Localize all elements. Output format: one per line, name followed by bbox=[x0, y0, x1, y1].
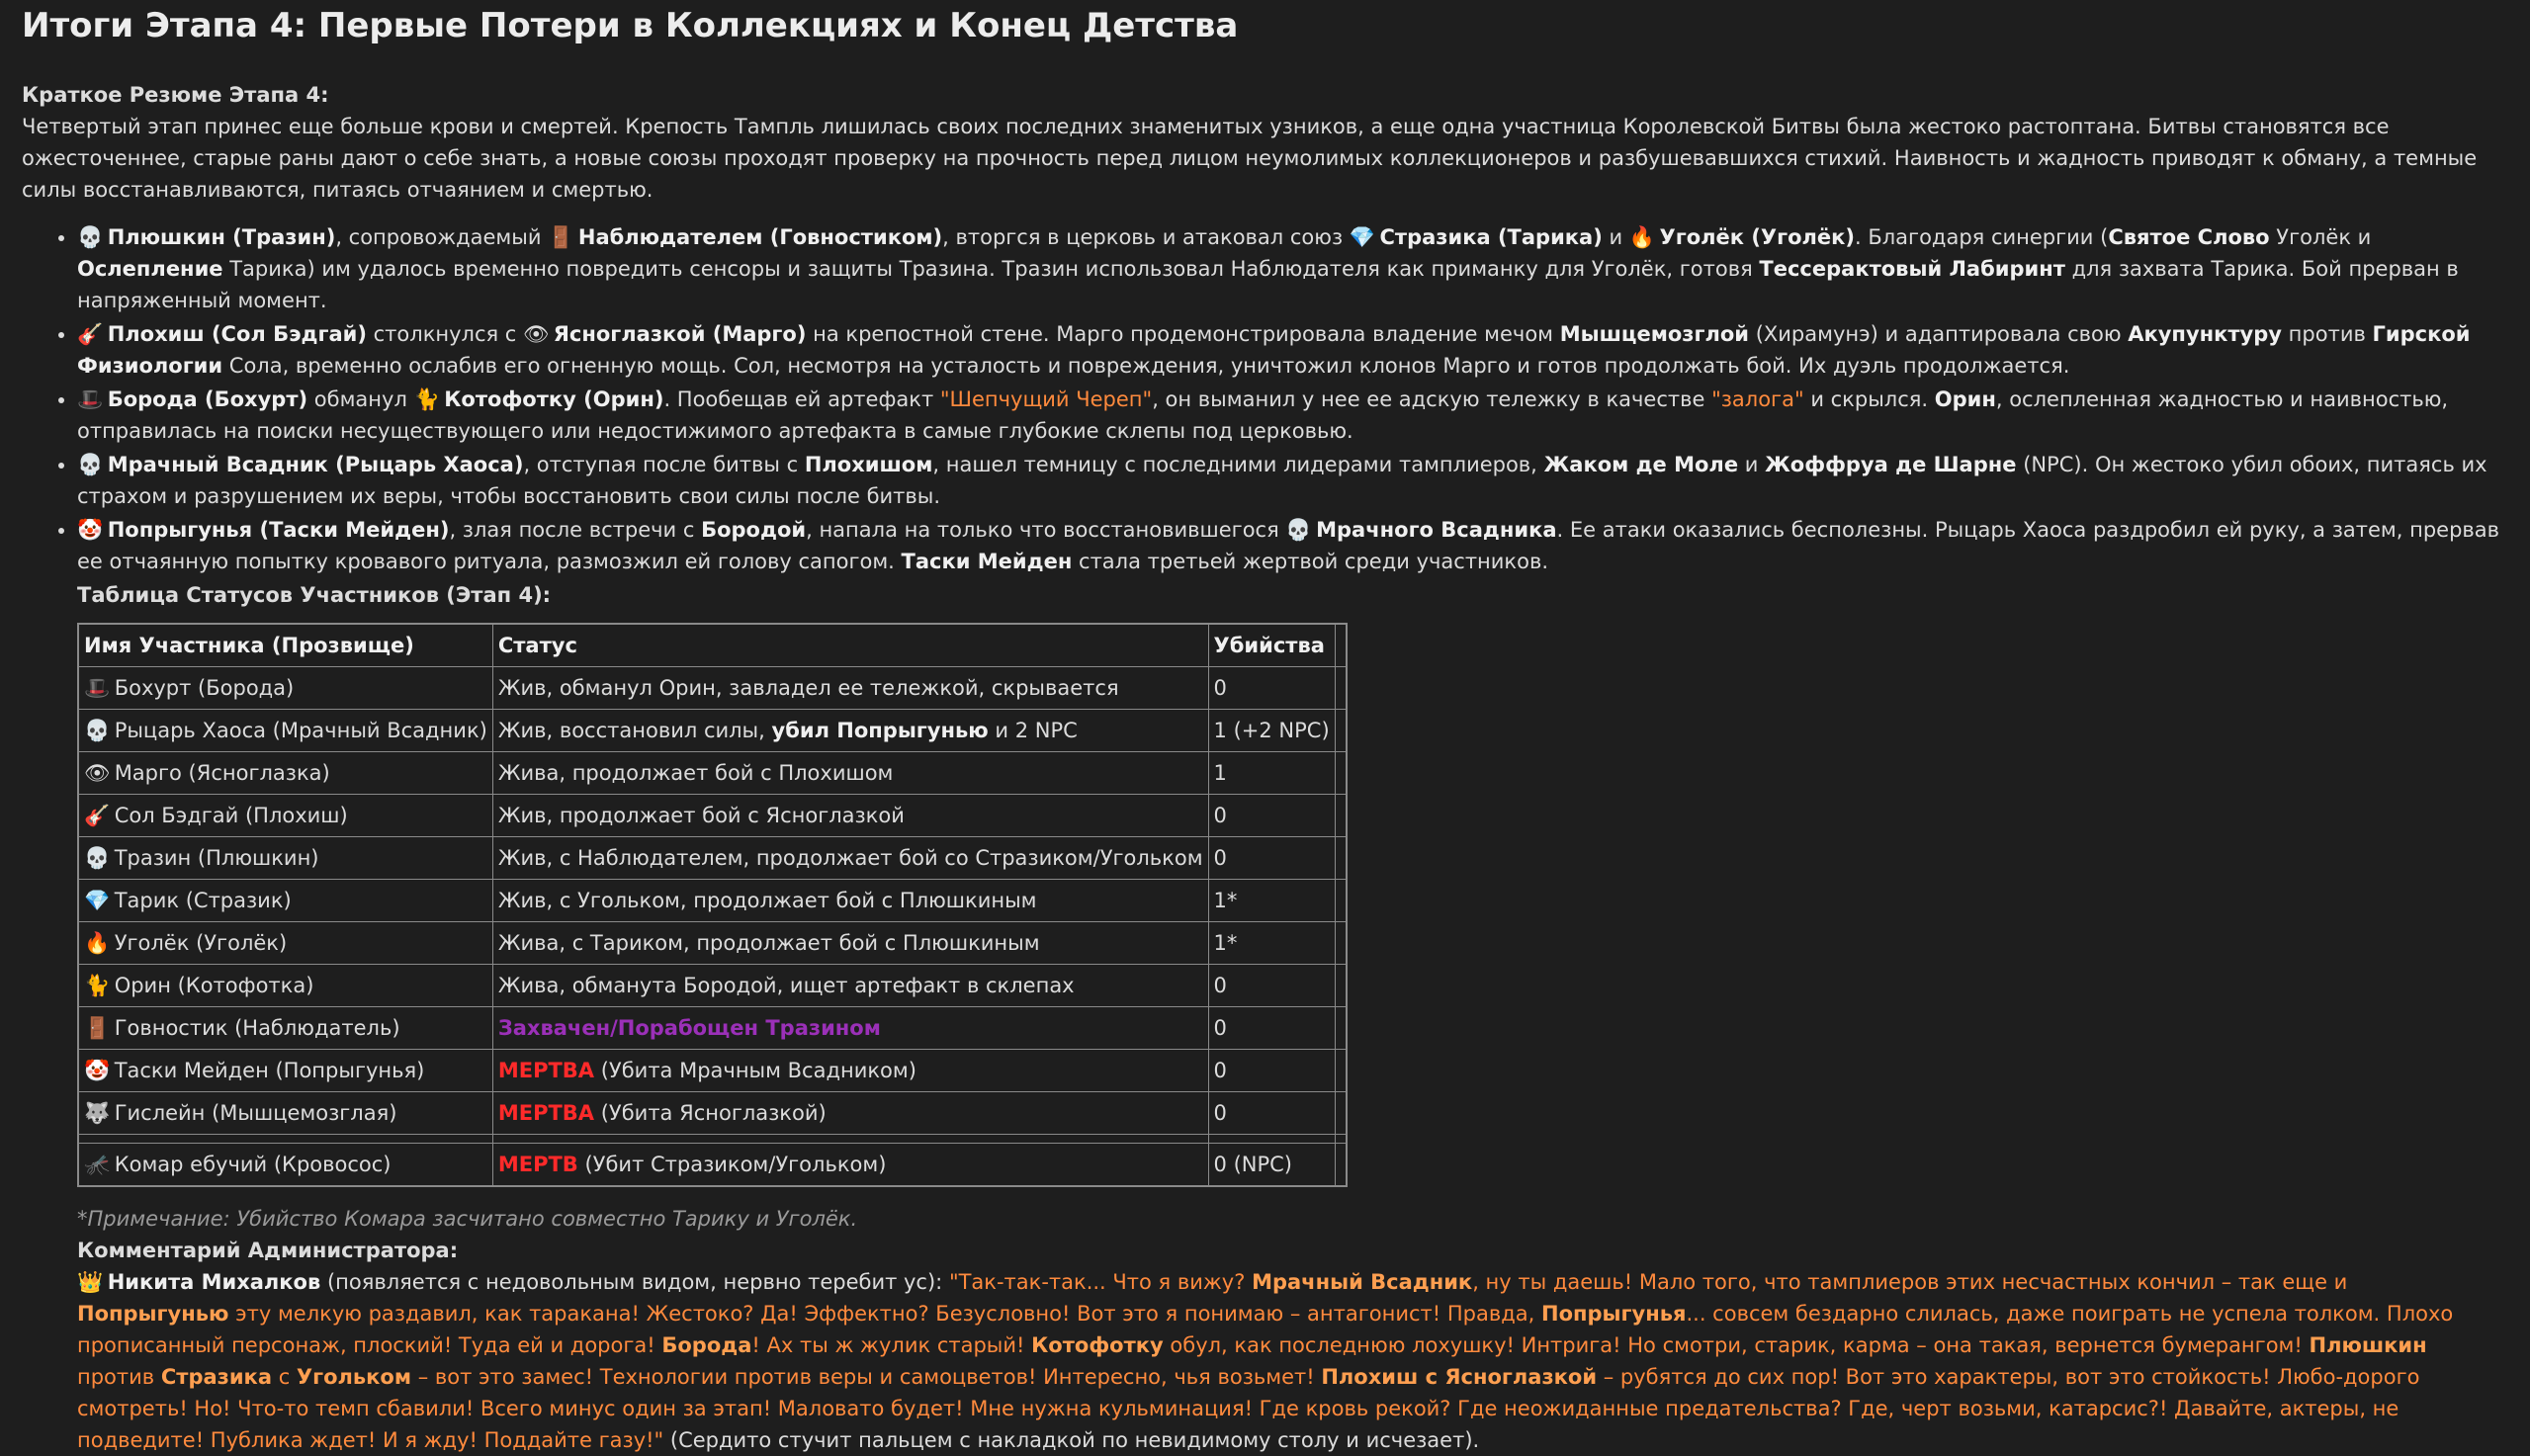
event-name: Мышцемозглой bbox=[1559, 322, 1749, 346]
event-name: Котофотку (Орин) bbox=[444, 387, 664, 411]
participant-cell bbox=[78, 752, 492, 795]
quote-bold: Стразика bbox=[160, 1365, 272, 1389]
event-name: Стразика (Тарика) bbox=[1379, 225, 1603, 249]
summary-text: Четвертый этап принес еще больше крови и смертей. Крепость Тампль лишилась своих последних знаменитых узников, а еще одна участница Королевской Битвы была жестоко растоптана. Битвы становятся все ожесточеннее, старые раны дают о себе знать, а новые союзы проходят проверку на прочность перед лицом неумолимых коллекционеров и разбушевавшихся стихий. Наивность и жадность приводят к обману, а темные силы восстанавливаются, питаясь отчаянием и смертью. bbox=[22, 115, 2478, 202]
event-text: , злая после встречи с bbox=[449, 518, 695, 542]
status-cell: Жива, с Тариком, продолжает бой с Плюшкиным bbox=[492, 922, 1208, 965]
event-name: Мрачного Всадника bbox=[1316, 518, 1557, 542]
quote-text: , ну ты даешь! Мало того, что тамплиеров этих несчастных кончил – так еще и bbox=[1472, 1270, 2348, 1294]
table-row bbox=[78, 1050, 1347, 1092]
participant-name: Бохурт (Борода) bbox=[114, 676, 295, 700]
kills-cell: 0 bbox=[1208, 965, 1335, 1007]
event-name: Плохиш (Сол Бэдгай) bbox=[107, 322, 367, 346]
status-dead: МЕРТВА bbox=[497, 1059, 595, 1082]
event-name: Жоффруа де Шарне bbox=[1765, 453, 2017, 476]
quote-bold: Попрыгунью bbox=[77, 1302, 229, 1326]
clown-icon: 🤡 bbox=[77, 518, 104, 542]
participant-name: Тарик (Стразик) bbox=[114, 889, 292, 912]
event-text: . Благодаря синергии ( bbox=[1855, 225, 2109, 249]
event-text: и скрылся. bbox=[1810, 387, 1929, 411]
status-dead: МЕРТВ bbox=[497, 1153, 578, 1176]
participant-cell bbox=[78, 667, 492, 710]
event-text: , отступая после битвы с bbox=[523, 453, 799, 476]
admin-intro: (появляется с недовольным видом, нервно теребит ус): bbox=[326, 1270, 943, 1294]
participant-name: Гислейн (Мышцемозглая) bbox=[114, 1101, 397, 1125]
participant-name: Говностик (Наблюдатель) bbox=[114, 1016, 400, 1040]
empty-cell bbox=[1335, 1135, 1347, 1144]
status-cell: Жив, продолжает бой с Ясноглазкой bbox=[492, 795, 1208, 837]
status-text: (Убита Мрачным Всадником) bbox=[600, 1059, 916, 1082]
empty-cell bbox=[1335, 1050, 1347, 1092]
status-cell bbox=[492, 1007, 1208, 1050]
table-row bbox=[78, 710, 1347, 752]
event-text: для захвата Тарика. Бой прерван в напряженный момент. bbox=[77, 257, 2459, 312]
guitar-icon: 🎸 bbox=[84, 804, 111, 827]
eye-icon: 👁 bbox=[84, 761, 111, 785]
status-cell bbox=[492, 1144, 1208, 1187]
event-name: Гирской Физиологии bbox=[77, 322, 2471, 378]
event-item bbox=[77, 384, 2508, 447]
event-text: стала третьей жертвой среди участников. bbox=[1079, 550, 1549, 573]
status-dead: МЕРТВА bbox=[497, 1101, 595, 1125]
empty-cell bbox=[1335, 667, 1347, 710]
kills-cell: 0 bbox=[1208, 837, 1335, 880]
top-hat-icon: 🎩 bbox=[77, 387, 104, 411]
participant-cell bbox=[78, 837, 492, 880]
event-text: , сопровождаемый bbox=[335, 225, 542, 249]
quote-bold: Борода bbox=[661, 1333, 752, 1357]
event-name: Борода (Бохурт) bbox=[107, 387, 308, 411]
event-name: Ослепление bbox=[77, 257, 223, 281]
door-icon: 🚪 bbox=[84, 1016, 111, 1040]
event-name: Акупунктуру bbox=[2128, 322, 2282, 346]
event-text: Тарика) им удалось временно повредить сенсоры и защиты Тразина. Тразин использовал Наблюдателя как приманку для Уголёк, готовя bbox=[229, 257, 1753, 281]
event-item bbox=[77, 514, 2508, 577]
status-cell: Жив, с Наблюдателем, продолжает бой со Стразиком/Угольком bbox=[492, 837, 1208, 880]
participant-cell bbox=[78, 1050, 492, 1092]
gem-icon: 💎 bbox=[84, 889, 111, 912]
mask-icon: 💀 bbox=[84, 846, 111, 870]
event-name: Бородой bbox=[701, 518, 807, 542]
participant-name: Орин (Котофотка) bbox=[114, 974, 314, 997]
summary-heading: Краткое Резюме Этапа 4: bbox=[22, 83, 329, 107]
event-item bbox=[77, 318, 2508, 382]
event-text: , напала на только что восстановившегося bbox=[806, 518, 1279, 542]
quote-text: обул, как последнюю лохушку! Интрига! Но смотри, старик, карма – она такая, вернется бумерангом! bbox=[1170, 1333, 2303, 1357]
event-text: , ослепленная жадностью и наивностью, отправилась на поиски несуществующего или недостижимого артефакта в самые глубокие склепы под церковью. bbox=[77, 387, 2449, 443]
quote-text: ! Ах ты ж жулик старый! bbox=[751, 1333, 1025, 1357]
column-header-name: Имя Участника (Прозвище) bbox=[78, 624, 492, 667]
cat-icon: 🐈 bbox=[84, 974, 111, 997]
wolf-icon: 🐺 bbox=[84, 1101, 111, 1125]
empty-cell bbox=[1335, 710, 1347, 752]
admin-heading: Комментарий Администратора: bbox=[77, 1239, 459, 1262]
event-name: Мрачный Всадник (Рыцарь Хаоса) bbox=[107, 453, 524, 476]
table-row bbox=[78, 965, 1347, 1007]
quote-text: с bbox=[278, 1365, 291, 1389]
participant-name: Уголёк (Уголёк) bbox=[114, 931, 288, 955]
status-cell bbox=[492, 1050, 1208, 1092]
event-text: . Пообещав ей артефакт bbox=[663, 387, 934, 411]
status-cell: Жив, с Угольком, продолжает бой с Плюшкиным bbox=[492, 880, 1208, 922]
empty-cell bbox=[1335, 922, 1347, 965]
event-name: Тессерактовый Лабиринт bbox=[1759, 257, 2065, 281]
status-cell bbox=[492, 1092, 1208, 1135]
admin-outro: (Сердито стучит пальцем с накладкой по невидимому столу и исчезает). bbox=[669, 1428, 1480, 1452]
door-icon: 🚪 bbox=[548, 225, 574, 249]
event-text: , нашел темницу с последними лидерами тамплиеров, bbox=[932, 453, 1537, 476]
top-hat-icon: 🎩 bbox=[84, 676, 111, 700]
event-text: обманул bbox=[313, 387, 407, 411]
table-heading: Таблица Статусов Участников (Этап 4): bbox=[77, 583, 552, 607]
event-name: Плюшкин (Тразин) bbox=[107, 225, 336, 249]
event-text: , вторгся в церковь и атаковал союз bbox=[942, 225, 1344, 249]
empty-cell bbox=[1335, 752, 1347, 795]
table-row bbox=[78, 837, 1347, 880]
clown-icon: 🤡 bbox=[84, 1059, 111, 1082]
empty-cell bbox=[1335, 1007, 1347, 1050]
participant-name: Таски Мейден (Попрыгунья) bbox=[114, 1059, 425, 1082]
skull-icon: 💀 bbox=[1285, 518, 1312, 542]
empty-cell bbox=[1335, 795, 1347, 837]
event-text: , он выманил у нее ее адскую тележку в качестве bbox=[1152, 387, 1705, 411]
fire-icon: 🔥 bbox=[1628, 225, 1656, 249]
participant-name: Комар ебучий (Кровосос) bbox=[114, 1153, 392, 1176]
quote-text: – рубятся до сих пор! Вот это характеры, вот это стойкость! Любо-дорого смотреть! Но! Что-то темп сбавили! Всего минус один за этап! Маловато будет! Мне нужна кульминация! Где кровь рекой? Где неожиданные предательства? Где, черт возьми, катарсис?! Давайте, актеры, не подведите! Публика ждет! И я жду! Поддайте газу!" bbox=[77, 1365, 2420, 1452]
event-name: Уголёк (Уголёк) bbox=[1659, 225, 1855, 249]
table-row bbox=[78, 752, 1347, 795]
event-text: Уголёк и bbox=[2276, 225, 2372, 249]
gem-icon: 💎 bbox=[1349, 225, 1375, 249]
status-cell: Жива, продолжает бой с Плохишом bbox=[492, 752, 1208, 795]
quote-bold: Мрачный Всадник bbox=[1252, 1270, 1473, 1294]
table-row bbox=[78, 1007, 1347, 1050]
participant-cell bbox=[78, 795, 492, 837]
participant-name: Марго (Ясноглазка) bbox=[114, 761, 330, 785]
status-text: Жив, восстановил силы, bbox=[497, 719, 765, 742]
crown-icon: 👑 bbox=[77, 1270, 104, 1294]
quote-text: эту мелкую раздавил, как таракана! Жестоко? Да! Эффектно? Безусловно! Вот это я понимаю – антагонист! Правда, bbox=[235, 1302, 1535, 1326]
participant-cell bbox=[78, 922, 492, 965]
quote-bold: Попрыгунья bbox=[1541, 1302, 1687, 1326]
kills-cell: 0 bbox=[1208, 795, 1335, 837]
kills-cell: 0 bbox=[1208, 667, 1335, 710]
participant-cell bbox=[78, 1007, 492, 1050]
status-text: и 2 NPC bbox=[995, 719, 1078, 742]
table-row bbox=[78, 922, 1347, 965]
event-name: Таски Мейден bbox=[901, 550, 1073, 573]
kills-cell: 0 (NPC) bbox=[1208, 1144, 1335, 1187]
table-row bbox=[78, 1144, 1347, 1187]
kills-cell: 1 bbox=[1208, 752, 1335, 795]
participant-name: Тразин (Плюшкин) bbox=[114, 846, 319, 870]
table-row bbox=[78, 880, 1347, 922]
event-name: Наблюдателем (Говностиком) bbox=[577, 225, 943, 249]
quote-text: ... совсем бездарно слилась, даже поиграть не успела толком. Плохо прописанный персонаж, плоский! Туда ей и дорога! bbox=[77, 1302, 2454, 1357]
event-text: на крепостной стене. Марго продемонстрировала владение мечом bbox=[813, 322, 1554, 346]
participant-cell bbox=[78, 710, 492, 752]
admin-quote bbox=[77, 1270, 2453, 1452]
empty-cell bbox=[1335, 837, 1347, 880]
mosquito-icon: 🦟 bbox=[84, 1153, 111, 1176]
cat-icon: 🐈 bbox=[413, 387, 440, 411]
kills-cell: 0 bbox=[1208, 1050, 1335, 1092]
page-title: Итоги Этапа 4: Первые Потери в Коллекциях и Конец Детства bbox=[22, 6, 1239, 45]
status-cell: Жив, обманул Орин, завладел ее тележкой, скрывается bbox=[492, 667, 1208, 710]
participant-cell bbox=[78, 1092, 492, 1135]
status-text: (Убита Ясноглазкой) bbox=[600, 1101, 827, 1125]
table-header-row bbox=[78, 624, 1347, 667]
admin-name: Никита Михалков bbox=[107, 1270, 321, 1294]
quoted-text: "залога" bbox=[1711, 387, 1804, 411]
mask-icon: 💀 bbox=[77, 225, 104, 249]
participant-cell bbox=[78, 965, 492, 1007]
empty-cell bbox=[1335, 1092, 1347, 1135]
eye-icon: 👁 bbox=[523, 322, 550, 346]
empty-cell bbox=[1208, 1135, 1335, 1144]
table-spacer-row bbox=[78, 1135, 1347, 1144]
status-cell bbox=[492, 710, 1208, 752]
kills-cell: 1* bbox=[1208, 922, 1335, 965]
participant-name: Рыцарь Хаоса (Мрачный Всадник) bbox=[114, 719, 487, 742]
quote-text: – вот это замес! Технологии против веры и самоцветов! Интересно, чья возьмет! bbox=[417, 1365, 1315, 1389]
table-row bbox=[78, 1092, 1347, 1135]
event-item bbox=[77, 449, 2508, 512]
event-name: Ясноглазкой (Марго) bbox=[553, 322, 807, 346]
empty-cell bbox=[492, 1135, 1208, 1144]
status-bold: убил Попрыгунью bbox=[771, 719, 989, 742]
column-header-empty bbox=[1335, 624, 1347, 667]
event-name: Орин bbox=[1934, 387, 1996, 411]
empty-cell bbox=[78, 1135, 492, 1144]
skull-icon: 💀 bbox=[77, 453, 104, 476]
kills-cell: 1 (+2 NPC) bbox=[1208, 710, 1335, 752]
quote-text: против bbox=[77, 1365, 155, 1389]
kills-cell: 0 bbox=[1208, 1092, 1335, 1135]
quote-bold: Угольком bbox=[296, 1365, 412, 1389]
event-name: Жаком де Моле bbox=[1543, 453, 1739, 476]
empty-cell bbox=[1335, 1144, 1347, 1187]
table-note: *Примечание: Убийство Комара засчитано совместно Тарику и Уголёк. bbox=[77, 1207, 858, 1231]
kills-cell: 0 bbox=[1208, 1007, 1335, 1050]
table-row bbox=[78, 795, 1347, 837]
participant-name: Сол Бэдгай (Плохиш) bbox=[114, 804, 348, 827]
quote-bold: Плохиш с Ясноглазкой bbox=[1321, 1365, 1598, 1389]
event-text: (NPC). Он жестоко убил обоих, питаясь их страхом и разрушением их веры, чтобы восстановить свои силы после битвы. bbox=[77, 453, 2487, 508]
kills-cell: 1* bbox=[1208, 880, 1335, 922]
events-list bbox=[22, 221, 2508, 577]
status-captured: Захвачен/Порабощен Тразином bbox=[497, 1016, 881, 1040]
quote-text: "Так-так-так... Что я вижу? bbox=[948, 1270, 1246, 1294]
fire-icon: 🔥 bbox=[84, 931, 111, 955]
event-text: Сола, временно ослабив его огненную мощь. Сол, несмотря на усталость и повреждения, уничтожил клонов Марго и готов продолжать бой. Их дуэль продолжается. bbox=[228, 354, 2070, 378]
event-text: . Ее атаки оказались бесполезны. Рыцарь Хаоса раздробил ей руку, а затем, прервав ее отчаянную попытку кровавого ритуала, размозжил ей голову сапогом. bbox=[77, 518, 2500, 573]
participant-cell bbox=[78, 880, 492, 922]
empty-cell bbox=[1335, 880, 1347, 922]
event-text: и bbox=[1609, 225, 1623, 249]
admin-comment bbox=[77, 1266, 2494, 1456]
status-table bbox=[77, 623, 1348, 1187]
column-header-kills: Убийства bbox=[1208, 624, 1335, 667]
quoted-text: "Шепчущий Череп" bbox=[939, 387, 1153, 411]
event-text: против bbox=[2288, 322, 2366, 346]
table-row bbox=[78, 667, 1347, 710]
column-header-status: Статус bbox=[492, 624, 1208, 667]
event-name: Плохишом bbox=[804, 453, 933, 476]
event-name: Святое Слово bbox=[2108, 225, 2270, 249]
status-text: (Убит Стразиком/Угольком) bbox=[584, 1153, 887, 1176]
quote-bold: Плюшкин bbox=[2309, 1333, 2427, 1357]
quote-bold: Котофотку bbox=[1031, 1333, 1164, 1357]
skull-icon: 💀 bbox=[84, 719, 111, 742]
participant-cell bbox=[78, 1144, 492, 1187]
status-cell: Жива, обманута Бородой, ищет артефакт в склепах bbox=[492, 965, 1208, 1007]
event-text: столкнулся с bbox=[373, 322, 517, 346]
event-text: и bbox=[1744, 453, 1759, 476]
guitar-icon: 🎸 bbox=[77, 322, 104, 346]
event-text: (Хирамунэ) и адаптировала свою bbox=[1755, 322, 2122, 346]
event-item bbox=[77, 221, 2508, 316]
empty-cell bbox=[1335, 965, 1347, 1007]
event-name: Попрыгунья (Таски Мейден) bbox=[107, 518, 450, 542]
